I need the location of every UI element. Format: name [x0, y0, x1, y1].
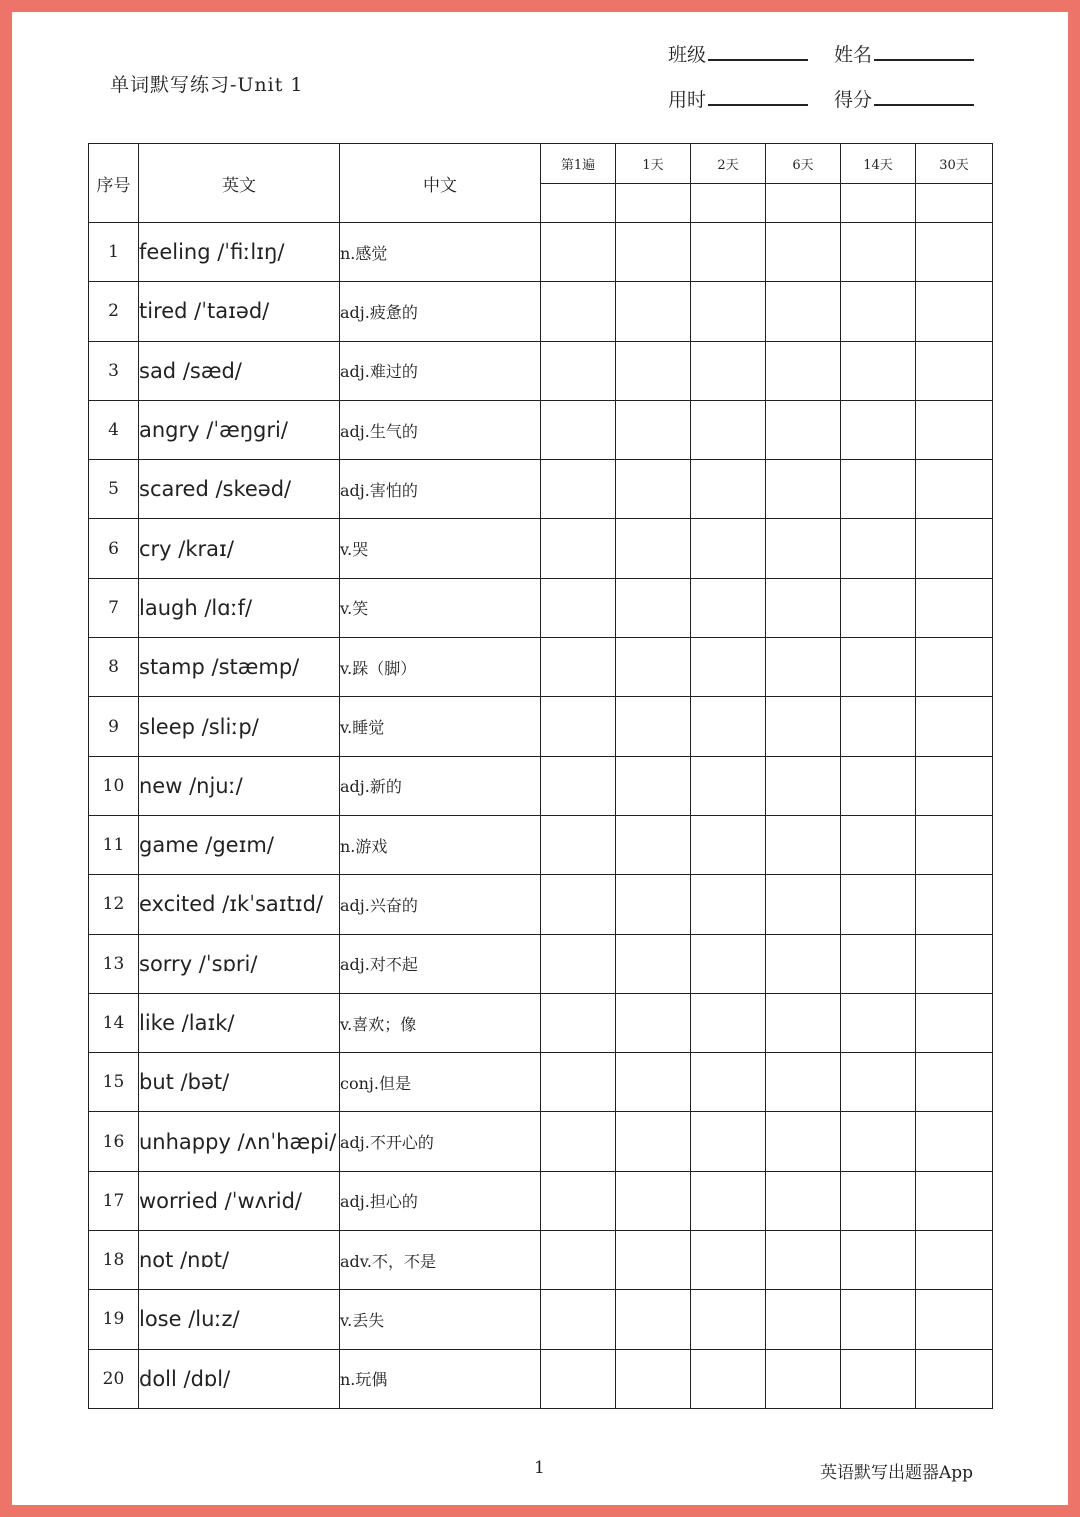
word-english: cry /kraɪ/ [139, 519, 340, 578]
review-check-cell[interactable] [766, 183, 841, 223]
review-header-14day: 14天 [841, 144, 916, 184]
dictation-cell[interactable] [691, 934, 766, 993]
dictation-cell[interactable] [841, 578, 916, 637]
dictation-cell[interactable] [616, 875, 691, 934]
word-row [89, 1053, 993, 1112]
review-check-cell[interactable] [541, 183, 616, 223]
dictation-cell[interactable] [766, 875, 841, 934]
word-row [89, 1290, 993, 1349]
word-english: worried /ˈwʌrid/ [139, 1171, 340, 1230]
word-row [89, 756, 993, 815]
name-field [834, 40, 974, 67]
time-label: 用时 [668, 89, 707, 111]
word-row [89, 282, 993, 341]
dictation-cell[interactable] [691, 460, 766, 519]
dictation-cell[interactable] [766, 697, 841, 756]
dictation-cell[interactable] [691, 223, 766, 282]
word-chinese: v.哭 [340, 519, 541, 578]
score-blank[interactable] [874, 103, 974, 106]
dictation-cell[interactable] [841, 223, 916, 282]
dictation-cell[interactable] [916, 460, 993, 519]
word-english: sleep /sliːp/ [139, 697, 340, 756]
dictation-cell[interactable] [916, 875, 993, 934]
dictation-cell[interactable] [841, 875, 916, 934]
name-label: 姓名 [834, 44, 873, 66]
word-chinese: v.丢失 [340, 1290, 541, 1349]
dictation-cell[interactable] [616, 993, 691, 1052]
review-check-cell[interactable] [691, 183, 766, 223]
dictation-cell[interactable] [616, 1171, 691, 1230]
word-index: 5 [89, 460, 139, 519]
word-index: 11 [89, 815, 139, 874]
dictation-cell[interactable] [541, 223, 616, 282]
dictation-cell[interactable] [616, 341, 691, 400]
dictation-cell[interactable] [841, 1053, 916, 1112]
dictation-cell[interactable] [916, 1290, 993, 1349]
dictation-cell[interactable] [541, 1231, 616, 1290]
word-index: 8 [89, 638, 139, 697]
dictation-cell[interactable] [616, 815, 691, 874]
dictation-cell[interactable] [616, 1231, 691, 1290]
time-field [668, 85, 808, 112]
word-english: doll /dɒl/ [139, 1349, 340, 1408]
word-index: 15 [89, 1053, 139, 1112]
dictation-cell[interactable] [766, 993, 841, 1052]
dictation-cell[interactable] [766, 460, 841, 519]
dictation-cell[interactable] [916, 934, 993, 993]
dictation-cell[interactable] [616, 697, 691, 756]
word-index: 16 [89, 1112, 139, 1171]
dictation-cell[interactable] [916, 519, 993, 578]
dictation-cell[interactable] [541, 934, 616, 993]
word-row [89, 341, 993, 400]
review-check-cell[interactable] [916, 183, 993, 223]
app-credit: 英语默写出题器App [819, 1463, 973, 1483]
dictation-cell[interactable] [541, 638, 616, 697]
word-index: 9 [89, 697, 139, 756]
dictation-cell[interactable] [541, 578, 616, 637]
dictation-cell[interactable] [541, 400, 616, 459]
word-index: 18 [89, 1231, 139, 1290]
dictation-cell[interactable] [766, 223, 841, 282]
class-field [668, 40, 808, 67]
word-row [89, 1112, 993, 1171]
dictation-cell[interactable] [766, 1112, 841, 1171]
vocabulary-table [88, 143, 993, 1409]
word-english: tired /ˈtaɪəd/ [139, 282, 340, 341]
word-chinese: n.游戏 [340, 815, 541, 874]
dictation-cell[interactable] [916, 638, 993, 697]
word-chinese: v.喜欢；像 [340, 993, 541, 1052]
dictation-cell[interactable] [691, 578, 766, 637]
dictation-cell[interactable] [691, 341, 766, 400]
dictation-cell[interactable] [691, 1349, 766, 1408]
dictation-cell[interactable] [916, 756, 993, 815]
word-english: sad /sæd/ [139, 341, 340, 400]
word-row [89, 875, 993, 934]
dictation-cell[interactable] [841, 1171, 916, 1230]
word-index: 2 [89, 282, 139, 341]
dictation-cell[interactable] [766, 1290, 841, 1349]
review-header-6day: 6天 [766, 144, 841, 184]
dictation-cell[interactable] [916, 223, 993, 282]
dictation-cell[interactable] [691, 756, 766, 815]
chinese-header: 中文 [340, 144, 541, 223]
word-row [89, 815, 993, 874]
word-english: lose /luːz/ [139, 1290, 340, 1349]
dictation-cell[interactable] [766, 282, 841, 341]
word-row [89, 1349, 993, 1408]
page-number: 1 [534, 1458, 545, 1478]
dictation-cell[interactable] [616, 1290, 691, 1349]
review-header-first: 第1遍 [541, 144, 616, 184]
dictation-cell[interactable] [766, 1231, 841, 1290]
dictation-cell[interactable] [916, 1171, 993, 1230]
review-check-cell[interactable] [616, 183, 691, 223]
dictation-cell[interactable] [541, 815, 616, 874]
word-index: 6 [89, 519, 139, 578]
dictation-cell[interactable] [691, 282, 766, 341]
dictation-cell[interactable] [691, 1171, 766, 1230]
dictation-cell[interactable] [616, 1053, 691, 1112]
dictation-cell[interactable] [916, 400, 993, 459]
score-label: 得分 [834, 89, 873, 111]
dictation-cell[interactable] [616, 638, 691, 697]
dictation-cell[interactable] [841, 638, 916, 697]
time-blank[interactable] [708, 103, 808, 106]
dictation-cell[interactable] [541, 1053, 616, 1112]
word-row [89, 1231, 993, 1290]
dictation-cell[interactable] [916, 1231, 993, 1290]
dictation-cell[interactable] [541, 282, 616, 341]
word-row [89, 400, 993, 459]
dictation-cell[interactable] [766, 934, 841, 993]
dictation-cell[interactable] [916, 815, 993, 874]
dictation-cell[interactable] [616, 934, 691, 993]
word-row [89, 697, 993, 756]
name-blank[interactable] [874, 58, 974, 61]
dictation-cell[interactable] [541, 1112, 616, 1171]
word-index: 12 [89, 875, 139, 934]
dictation-cell[interactable] [841, 1231, 916, 1290]
word-chinese: v.跺（脚） [340, 638, 541, 697]
dictation-cell[interactable] [766, 341, 841, 400]
word-chinese: adj.疲惫的 [340, 282, 541, 341]
dictation-cell[interactable] [841, 341, 916, 400]
dictation-cell[interactable] [616, 1349, 691, 1408]
dictation-cell[interactable] [841, 934, 916, 993]
dictation-cell[interactable] [841, 1112, 916, 1171]
word-row [89, 460, 993, 519]
dictation-cell[interactable] [541, 519, 616, 578]
word-index: 7 [89, 578, 139, 637]
dictation-cell[interactable] [766, 1171, 841, 1230]
dictation-cell[interactable] [916, 1053, 993, 1112]
worksheet-page [12, 12, 1068, 1505]
review-header-30day: 30天 [916, 144, 993, 184]
word-row [89, 934, 993, 993]
word-english: scared /skeəd/ [139, 460, 340, 519]
dictation-cell[interactable] [616, 460, 691, 519]
dictation-cell[interactable] [916, 697, 993, 756]
dictation-cell[interactable] [841, 1349, 916, 1408]
dictation-cell[interactable] [691, 993, 766, 1052]
dictation-cell[interactable] [841, 519, 916, 578]
dictation-cell[interactable] [541, 1349, 616, 1408]
dictation-cell[interactable] [691, 1290, 766, 1349]
dictation-cell[interactable] [916, 282, 993, 341]
dictation-cell[interactable] [541, 697, 616, 756]
dictation-cell[interactable] [691, 519, 766, 578]
word-chinese: adj.难过的 [340, 341, 541, 400]
word-chinese: v.睡觉 [340, 697, 541, 756]
class-blank[interactable] [708, 58, 808, 61]
dictation-cell[interactable] [841, 993, 916, 1052]
word-chinese: adj.对不起 [340, 934, 541, 993]
word-english: laugh /lɑːf/ [139, 578, 340, 637]
dictation-cell[interactable] [841, 400, 916, 459]
word-row [89, 1171, 993, 1230]
word-index: 1 [89, 223, 139, 282]
dictation-cell[interactable] [691, 875, 766, 934]
review-header-2day: 2天 [691, 144, 766, 184]
word-english: but /bət/ [139, 1053, 340, 1112]
dictation-cell[interactable] [541, 756, 616, 815]
dictation-cell[interactable] [616, 578, 691, 637]
dictation-cell[interactable] [841, 697, 916, 756]
word-english: unhappy /ʌnˈhæpi/ [139, 1112, 340, 1171]
dictation-cell[interactable] [616, 519, 691, 578]
word-english: sorry /ˈsɒri/ [139, 934, 340, 993]
dictation-cell[interactable] [766, 519, 841, 578]
word-english: feeling /ˈfiːlɪŋ/ [139, 223, 340, 282]
word-english: new /njuː/ [139, 756, 340, 815]
word-index: 19 [89, 1290, 139, 1349]
dictation-cell[interactable] [766, 815, 841, 874]
dictation-cell[interactable] [691, 1112, 766, 1171]
dictation-cell[interactable] [691, 815, 766, 874]
review-check-cell[interactable] [841, 183, 916, 223]
dictation-cell[interactable] [541, 460, 616, 519]
dictation-cell[interactable] [616, 1112, 691, 1171]
word-chinese: adj.担心的 [340, 1171, 541, 1230]
word-chinese: n.感觉 [340, 223, 541, 282]
dictation-cell[interactable] [766, 756, 841, 815]
dictation-cell[interactable] [616, 756, 691, 815]
dictation-cell[interactable] [766, 638, 841, 697]
word-index: 4 [89, 400, 139, 459]
word-chinese: adj.兴奋的 [340, 875, 541, 934]
dictation-cell[interactable] [766, 1349, 841, 1408]
word-chinese: conj.但是 [340, 1053, 541, 1112]
dictation-cell[interactable] [916, 993, 993, 1052]
class-label: 班级 [668, 44, 707, 66]
dictation-cell[interactable] [691, 1231, 766, 1290]
dictation-cell[interactable] [916, 578, 993, 637]
word-row [89, 993, 993, 1052]
dictation-cell[interactable] [541, 341, 616, 400]
word-row [89, 223, 993, 282]
review-header-1day: 1天 [616, 144, 691, 184]
word-english: stamp /stæmp/ [139, 638, 340, 697]
word-index: 13 [89, 934, 139, 993]
word-row [89, 578, 993, 637]
english-header: 英文 [139, 144, 340, 223]
word-english: not /nɒt/ [139, 1231, 340, 1290]
word-chinese: adj.不开心的 [340, 1112, 541, 1171]
dictation-cell[interactable] [691, 697, 766, 756]
dictation-cell[interactable] [616, 282, 691, 341]
dictation-cell[interactable] [541, 1290, 616, 1349]
dictation-cell[interactable] [841, 460, 916, 519]
score-field [834, 85, 974, 112]
word-chinese: adj.害怕的 [340, 460, 541, 519]
word-chinese: v.笑 [340, 578, 541, 637]
word-row [89, 519, 993, 578]
dictation-cell[interactable] [841, 282, 916, 341]
dictation-cell[interactable] [691, 400, 766, 459]
dictation-cell[interactable] [766, 1053, 841, 1112]
dictation-cell[interactable] [691, 1053, 766, 1112]
dictation-cell[interactable] [916, 1349, 993, 1408]
dictation-cell[interactable] [541, 1171, 616, 1230]
word-index: 14 [89, 993, 139, 1052]
dictation-cell[interactable] [616, 400, 691, 459]
word-chinese: adv.不，不是 [340, 1231, 541, 1290]
word-row [89, 638, 993, 697]
dictation-cell[interactable] [766, 400, 841, 459]
dictation-cell[interactable] [616, 223, 691, 282]
dictation-cell[interactable] [766, 578, 841, 637]
word-index: 17 [89, 1171, 139, 1230]
word-chinese: adj.新的 [340, 756, 541, 815]
word-english: game /geɪm/ [139, 815, 340, 874]
word-english: like /laɪk/ [139, 993, 340, 1052]
dictation-cell[interactable] [541, 993, 616, 1052]
word-index: 3 [89, 341, 139, 400]
worksheet-title: 单词默写练习-Unit 1 [110, 74, 304, 96]
word-english: excited /ɪkˈsaɪtɪd/ [139, 875, 340, 934]
word-english: angry /ˈæŋgri/ [139, 400, 340, 459]
dictation-cell[interactable] [841, 1290, 916, 1349]
dictation-cell[interactable] [916, 1112, 993, 1171]
dictation-cell[interactable] [841, 756, 916, 815]
dictation-cell[interactable] [541, 875, 616, 934]
word-index: 20 [89, 1349, 139, 1408]
index-header: 序号 [89, 144, 139, 223]
dictation-cell[interactable] [691, 638, 766, 697]
word-chinese: n.玩偶 [340, 1349, 541, 1408]
word-index: 10 [89, 756, 139, 815]
word-chinese: adj.生气的 [340, 400, 541, 459]
dictation-cell[interactable] [841, 815, 916, 874]
dictation-cell[interactable] [916, 341, 993, 400]
